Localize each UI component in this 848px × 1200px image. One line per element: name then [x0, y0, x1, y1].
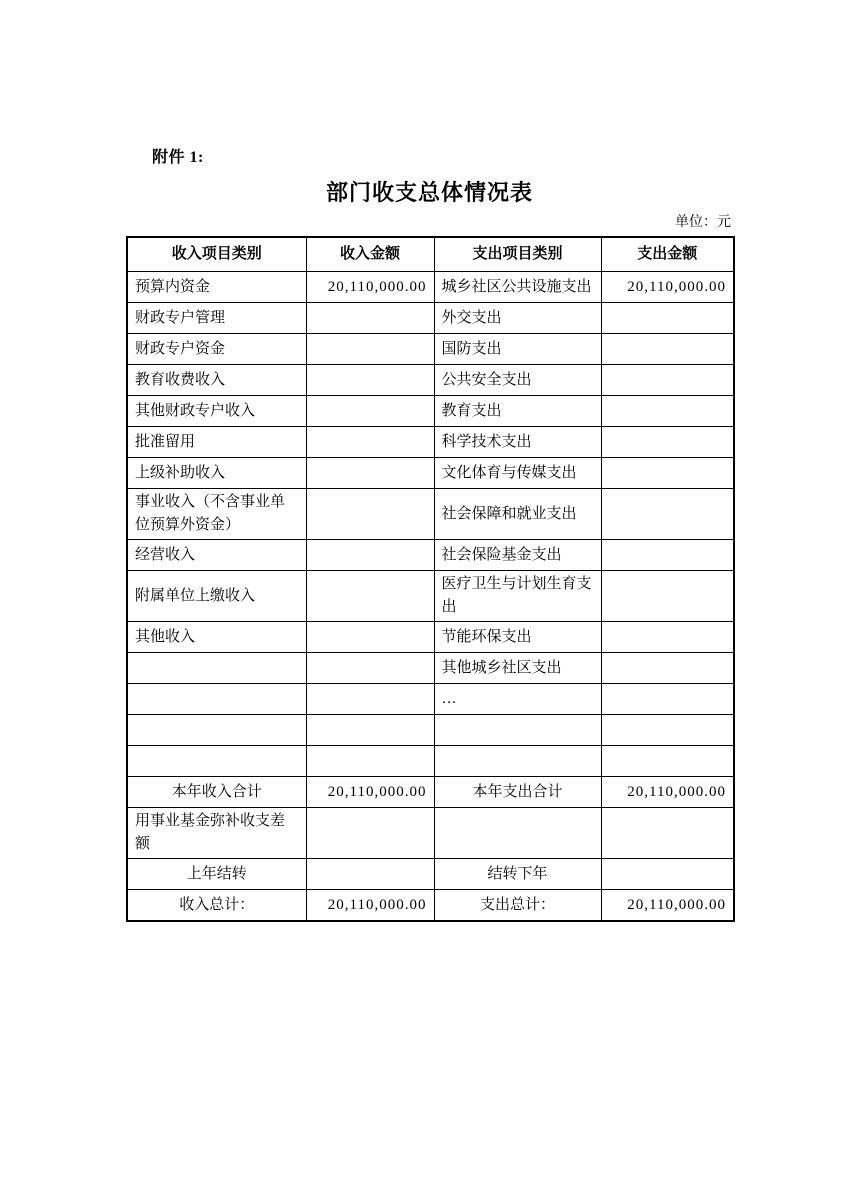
table-row	[127, 808, 734, 859]
table-row	[127, 365, 734, 396]
income-amount-cell	[306, 653, 434, 684]
table-row	[127, 746, 734, 777]
table-row	[127, 272, 734, 303]
annual-expense-total-label-cell: 本年支出合计	[434, 777, 601, 808]
income-grand-total-label-cell: 收入总计：	[127, 890, 306, 922]
expense-item-cell: 公共安全支出	[434, 365, 601, 396]
expense-amount-cell	[601, 334, 734, 365]
expense-amount-cell	[601, 489, 734, 540]
income-amount-cell	[306, 684, 434, 715]
expense-item-cell: 国防支出	[434, 334, 601, 365]
attachment-label: 附件 1:	[152, 149, 204, 166]
income-item-cell: 用事业基金弥补收支差额	[127, 808, 306, 859]
carryover-row	[127, 859, 734, 890]
table-row	[127, 458, 734, 489]
expense-item-cell	[434, 715, 601, 746]
income-item-cell	[127, 653, 306, 684]
expense-item-cell: 外交支出	[434, 303, 601, 334]
table-row	[127, 571, 734, 622]
expense-amount-cell	[601, 622, 734, 653]
income-amount-cell	[306, 622, 434, 653]
table-body	[127, 272, 734, 922]
income-amount-cell	[306, 571, 434, 622]
table-row	[127, 427, 734, 458]
expense-amount-cell: 20,110,000.00	[601, 272, 734, 303]
table-row	[127, 396, 734, 427]
table-header	[127, 237, 734, 272]
expense-amount-cell	[601, 715, 734, 746]
table-row	[127, 540, 734, 571]
income-item-cell	[127, 684, 306, 715]
table-row	[127, 489, 734, 540]
expense-item-cell: 医疗卫生与计划生育支出	[434, 571, 601, 622]
income-item-cell: 财政专户管理	[127, 303, 306, 334]
expense-item-cell	[434, 746, 601, 777]
table-row	[127, 715, 734, 746]
expense-amount-cell	[601, 365, 734, 396]
income-amount-cell	[306, 859, 434, 890]
expense-amount-cell	[601, 427, 734, 458]
income-item-cell: 教育收费收入	[127, 365, 306, 396]
expense-item-cell: 节能环保支出	[434, 622, 601, 653]
income-item-cell: 财政专户资金	[127, 334, 306, 365]
income-grand-total-amount-cell: 20,110,000.00	[306, 890, 434, 922]
income-amount-cell: 20,110,000.00	[306, 272, 434, 303]
header-row	[127, 237, 734, 272]
expense-item-cell	[434, 808, 601, 859]
expense-grand-total-label-cell: 支出总计：	[434, 890, 601, 922]
income-amount-cell	[306, 365, 434, 396]
col-header-income-amount: 收入金额	[306, 237, 434, 272]
page-title: 部门收支总体情况表	[325, 180, 533, 205]
income-item-cell: 附属单位上缴收入	[127, 571, 306, 622]
expense-amount-cell	[601, 746, 734, 777]
expense-amount-cell	[601, 859, 734, 890]
income-amount-cell	[306, 489, 434, 540]
carryover-to-next-year-cell: 结转下年	[434, 859, 601, 890]
income-amount-cell	[306, 746, 434, 777]
income-item-cell	[127, 746, 306, 777]
col-header-income-item: 收入项目类别	[127, 237, 306, 272]
grand-total-row	[127, 890, 734, 922]
expense-amount-cell	[601, 458, 734, 489]
income-amount-cell	[306, 458, 434, 489]
expense-amount-cell	[601, 808, 734, 859]
expense-item-cell: 科学技术支出	[434, 427, 601, 458]
income-item-cell	[127, 715, 306, 746]
annual-income-total-label-cell: 本年收入合计	[127, 777, 306, 808]
expense-grand-total-amount-cell: 20,110,000.00	[601, 890, 734, 922]
expense-amount-cell	[601, 684, 734, 715]
income-item-cell: 其他财政专户收入	[127, 396, 306, 427]
expense-amount-cell	[601, 540, 734, 571]
expense-item-cell: 其他城乡社区支出	[434, 653, 601, 684]
income-amount-cell	[306, 303, 434, 334]
annual-income-total-amount-cell: 20,110,000.00	[306, 777, 434, 808]
expense-item-cell: 教育支出	[434, 396, 601, 427]
income-item-cell: 预算内资金	[127, 272, 306, 303]
expense-item-cell: 城乡社区公共设施支出	[434, 272, 601, 303]
unit-label: 单位：元	[675, 215, 731, 230]
table-row	[127, 334, 734, 365]
income-amount-cell	[306, 808, 434, 859]
expense-item-cell: 社会保障和就业支出	[434, 489, 601, 540]
expense-amount-cell	[601, 571, 734, 622]
annual-expense-total-amount-cell: 20,110,000.00	[601, 777, 734, 808]
budget-table	[126, 236, 735, 922]
carryover-from-last-year-cell: 上年结转	[127, 859, 306, 890]
table-row	[127, 622, 734, 653]
expense-item-cell: 社会保险基金支出	[434, 540, 601, 571]
income-item-cell: 批准留用	[127, 427, 306, 458]
table-row	[127, 303, 734, 334]
expense-amount-cell	[601, 303, 734, 334]
col-header-expense-item: 支出项目类别	[434, 237, 601, 272]
income-amount-cell	[306, 396, 434, 427]
income-item-cell: 经营收入	[127, 540, 306, 571]
income-amount-cell	[306, 715, 434, 746]
income-amount-cell	[306, 540, 434, 571]
income-amount-cell	[306, 334, 434, 365]
expense-item-cell: …	[434, 684, 601, 715]
table-row	[127, 653, 734, 684]
annual-total-row	[127, 777, 734, 808]
income-item-cell: 其他收入	[127, 622, 306, 653]
income-item-cell: 事业收入（不含事业单位预算外资金）	[127, 489, 306, 540]
expense-amount-cell	[601, 396, 734, 427]
income-item-cell: 上级补助收入	[127, 458, 306, 489]
expense-item-cell: 文化体育与传媒支出	[434, 458, 601, 489]
income-amount-cell	[306, 427, 434, 458]
expense-amount-cell	[601, 653, 734, 684]
table-row	[127, 684, 734, 715]
col-header-expense-amount: 支出金额	[601, 237, 734, 272]
